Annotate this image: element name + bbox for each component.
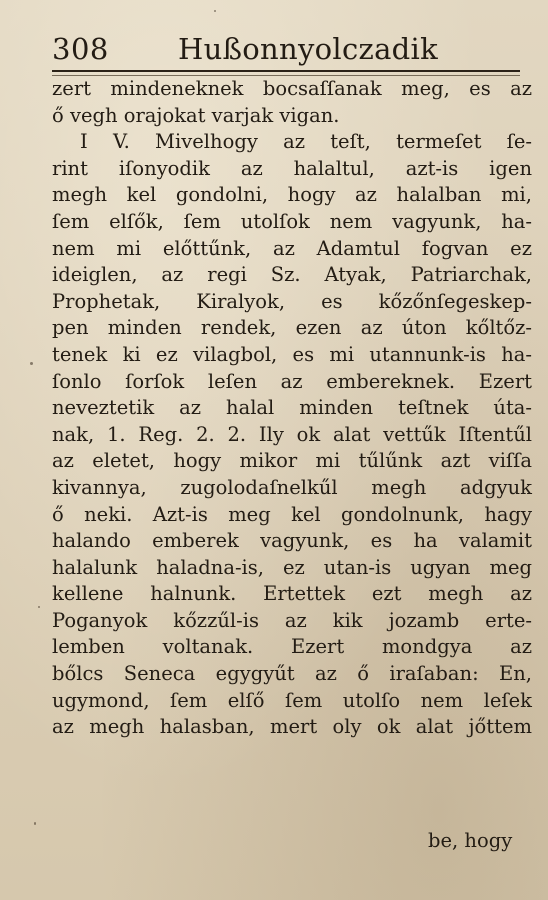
text-line: Poganyok kőzzűl-is az kik jozamb erte- [52, 608, 532, 632]
text-line: az eletet, hogy mikor mi tűlűnk azt viſſa [52, 449, 532, 473]
ink-speck [38, 606, 40, 608]
text-line: ſonlo ſorſok leſen az embereknek. Ezert [52, 369, 532, 393]
text-line: kellene halnunk. Ertettek ezt megh az [52, 582, 532, 606]
text-line: megh kel gondolni, hogy az halalban mi, [52, 183, 532, 207]
text-line: ő neki. Azt-is meg kel gondolnunk, hagy [52, 502, 532, 526]
ink-speck [34, 822, 36, 825]
text-line: rint iſonyodik az halaltul, azt-is igen [52, 156, 532, 180]
text-line: lemben voltanak. Ezert mondgya az [52, 635, 532, 659]
text-line: ideiglen, az regi Sz. Atyak, Patriarchak, [52, 263, 532, 287]
text-line: ő vegh orajokat varjak vigan. [52, 103, 340, 127]
text-line: nem mi előttűnk, az Adamtul fogvan ez [52, 236, 532, 260]
ink-speck [30, 362, 33, 365]
text-line: Prophetak, Kiralyok, es kőzőnſegeskep- [52, 289, 532, 313]
header-rule [52, 70, 520, 72]
text-line: pen minden rendek, ezen az úton kőltőz- [52, 316, 532, 340]
page-header [50, 26, 520, 70]
text-line: halando emberek vagyunk, es ha valamit [52, 529, 532, 553]
text-line: tenek ki ez vilagbol, es mi utannunk-is ha- [52, 342, 532, 366]
text-line: halalunk haladna-is, ez utan-is ugyan meg [52, 555, 532, 579]
text-line: neveztetik az halal minden teſtnek úta- [52, 396, 532, 420]
text-line: ugymond, ſem elſő ſem utolſo nem leſek [52, 688, 532, 712]
text-line: kivannya, zugolodaſnelkűl megh adgyuk [52, 475, 532, 499]
text-line: I V. Mivelhogy az teſt, termeſet ſe- [80, 130, 532, 154]
page-number: 308 [52, 32, 109, 66]
catchword: be, hogy [428, 829, 513, 852]
ink-speck [214, 10, 216, 12]
running-head: Hußonnyolczadik [178, 32, 438, 66]
text-line: zert mindeneknek bocsaſſanak meg, es az [52, 77, 532, 100]
text-line: nak, 1. Reg. 2. 2. Ily ok alat vettűk Iſtentűl [52, 422, 532, 446]
text-line: ſem elſők, ſem utolſok nem vagyunk, ha- [52, 209, 532, 233]
text-line: bőlcs Seneca egygyűt az ő iraſaban: En, [52, 662, 532, 686]
body-text [52, 76, 532, 741]
text-line: az megh halasban, mert oly ok alat jőttem [52, 715, 532, 739]
